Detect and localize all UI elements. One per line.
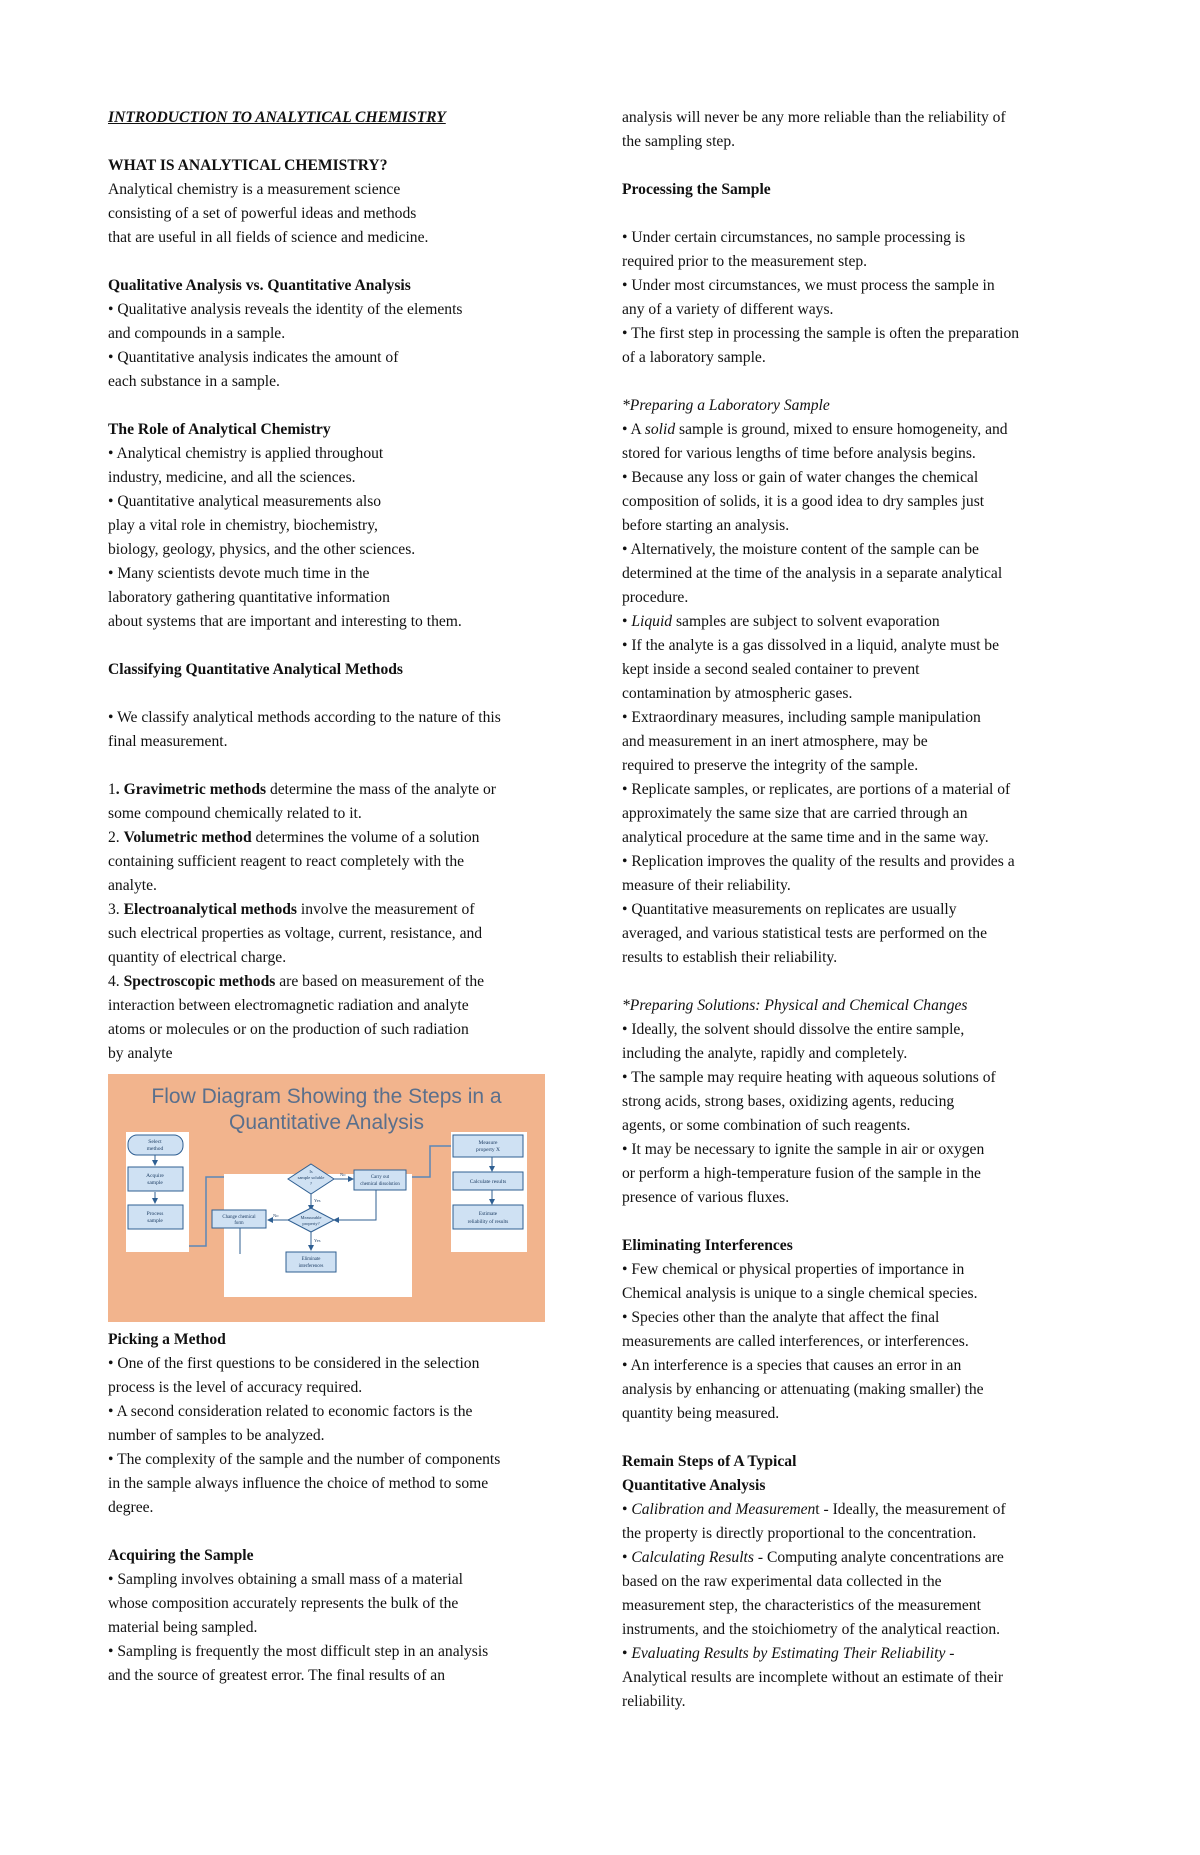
text-line: in the sample always influence the choice of method to some <box>108 1475 489 1492</box>
section-heading-qualitative: Qualitative Analysis vs. Quantitative Analysis <box>108 277 411 294</box>
method-name: . Gravimetric methods <box>115 781 267 798</box>
text-line: • The sample may require heating with aqueous solutions of <box>622 1069 996 1086</box>
text-line: by analyte <box>108 1045 173 1062</box>
text-line: measurements are called interferences, or interferences. <box>622 1333 969 1350</box>
box-label: Measure <box>478 1140 498 1146</box>
box-label: Eliminate <box>301 1257 321 1262</box>
method-spectroscopic <box>108 970 578 994</box>
text-line <box>622 1642 1102 1666</box>
text-line: analysis by enhancing or attenuating (making smaller) the <box>622 1381 984 1398</box>
text-line: procedure. <box>622 589 689 606</box>
method-description: determines the volume of a solution <box>251 829 480 846</box>
text-line: before starting an analysis. <box>622 517 790 534</box>
text-line: of a laboratory sample. <box>622 349 766 366</box>
text-span: • <box>622 1645 632 1662</box>
box-label: property? <box>302 1221 320 1226</box>
diagram-panel <box>224 1174 412 1297</box>
text-line: results to establish their reliability. <box>622 949 838 966</box>
text-span: • <box>622 613 632 630</box>
text-line: each substance in a sample. <box>108 373 280 390</box>
method-electroanalytical <box>108 898 578 922</box>
text-line: Chemical analysis is unique to a single chemical species. <box>622 1285 978 1302</box>
text-line: stored for various lengths of time before analysis begins. <box>622 445 976 462</box>
box-label: Is <box>309 1169 313 1174</box>
method-name: Volumetric method <box>123 829 252 846</box>
text-line <box>622 610 1102 634</box>
document-title: INTRODUCTION TO ANALYTICAL CHEMISTRY <box>108 109 446 126</box>
step-box-eliminate-interferences <box>286 1252 336 1272</box>
text-line: • Analytical chemistry is applied throughout <box>108 445 384 462</box>
text-line: the sampling step. <box>622 133 736 150</box>
text-line <box>622 1498 1102 1522</box>
text-line: interaction between electromagnetic radiation and analyte <box>108 997 469 1014</box>
section-heading-processing: Processing the Sample <box>622 181 771 198</box>
section-heading-acquiring: Acquiring the Sample <box>108 1547 254 1564</box>
section-heading-picking: Picking a Method <box>108 1331 226 1348</box>
emphasis: Calculating Results <box>631 1549 754 1566</box>
text-line: • The complexity of the sample and the number of components <box>108 1451 501 1468</box>
figure-title-line: Flow Diagram Showing the Steps in a <box>151 1085 502 1108</box>
text-line: instruments, and the stoichiometry of the analytical reaction. <box>622 1621 1001 1638</box>
branch-label: No <box>273 1213 279 1218</box>
emphasis: Calibration and Measuremen <box>631 1501 816 1518</box>
text-line: quantity being measured. <box>622 1405 780 1422</box>
method-number: 3. <box>108 901 124 918</box>
step-box-chemical-dissolution <box>354 1170 406 1190</box>
box-label: Estimate <box>478 1211 498 1217</box>
text-line: containing sufficient reagent to react completely with the <box>108 853 465 870</box>
text-line: • Alternatively, the moisture content of the sample can be <box>622 541 979 558</box>
text-line: whose composition accurately represents the bulk of the <box>108 1595 459 1612</box>
method-number: 1 <box>108 781 116 798</box>
text-line <box>622 418 1102 442</box>
text-line: kept inside a second sealed container to prevent <box>622 661 920 678</box>
text-line: • It may be necessary to ignite the sample in air or oxygen <box>622 1141 985 1158</box>
step-box-process-sample <box>128 1205 183 1229</box>
text-line: final measurement. <box>108 733 228 750</box>
text-line: • Replicate samples, or replicates, are portions of a material of <box>622 781 1011 798</box>
text-line: approximately the same size that are carried through an <box>622 805 968 822</box>
text-line: some compound chemically related to it. <box>108 805 362 822</box>
text-line: • Qualitative analysis reveals the identity of the elements <box>108 301 463 318</box>
section-heading-classifying: Classifying Quantitative Analytical Methods <box>108 661 403 678</box>
text-line: agents, or some combination of such reagents. <box>622 1117 911 1134</box>
connector-line <box>412 1146 451 1177</box>
box-label: Acquire <box>146 1173 164 1179</box>
text-span: samples are subject to solvent evaporation <box>672 613 940 630</box>
text-line: atoms or molecules or on the production of such radiation <box>108 1021 469 1038</box>
method-gravimetric <box>108 778 578 802</box>
text-line: biology, geology, physics, and the other sciences. <box>108 541 416 558</box>
method-number: 4. <box>108 973 124 990</box>
text-line: • Quantitative analysis indicates the amount of <box>108 349 399 366</box>
emphasis: solid <box>644 421 676 438</box>
box-label: ? <box>310 1181 312 1186</box>
section-heading-remain-steps: Remain Steps of A Typical <box>622 1453 797 1470</box>
text-line: that are useful in all fields of science and medicine. <box>108 229 429 246</box>
text-line: • Species other than the analyte that affect the final <box>622 1309 940 1326</box>
text-line: averaged, and various statistical tests are performed on the <box>622 925 988 942</box>
text-line: the property is directly proportional to the concentration. <box>622 1525 977 1542</box>
text-line: degree. <box>108 1499 154 1516</box>
text-line: such electrical properties as voltage, current, resistance, and <box>108 925 483 942</box>
text-span: • <box>622 1549 632 1566</box>
text-line: analytical procedure at the same time and in the same way. <box>622 829 989 846</box>
text-line: • Under certain circumstances, no sample processing is <box>622 229 966 246</box>
box-label: form <box>234 1221 244 1226</box>
text-span: • A <box>622 421 645 438</box>
text-line: Analytical results are incomplete without an estimate of their <box>622 1669 1004 1686</box>
text-line: any of a variety of different ways. <box>622 301 834 318</box>
text-line: • Extraordinary measures, including sample manipulation <box>622 709 981 726</box>
text-line: • Sampling involves obtaining a small mass of a material <box>108 1571 463 1588</box>
emphasis: Evaluating Results by Estimating Their Reliability <box>631 1645 946 1662</box>
text-span: t - Ideally, the measurement of <box>815 1501 1006 1518</box>
text-line: measure of their reliability. <box>622 877 791 894</box>
text-line: • We classify analytical methods according to the nature of this <box>108 709 501 726</box>
text-span: - Computing analyte concentrations are <box>753 1549 1004 1566</box>
text-line: and measurement in an inert atmosphere, may be <box>622 733 928 750</box>
text-line: required prior to the measurement step. <box>622 253 868 270</box>
text-line: number of samples to be analyzed. <box>108 1427 325 1444</box>
box-label: chemical dissolution <box>360 1182 400 1187</box>
text-line: measurement step, the characteristics of the measurement <box>622 1597 981 1614</box>
method-description: involve the measurement of <box>296 901 475 918</box>
text-line: contamination by atmospheric gases. <box>622 685 853 702</box>
box-label: reliability of results <box>467 1219 509 1225</box>
text-span: • <box>622 1501 632 1518</box>
text-line: reliability. <box>622 1693 686 1710</box>
text-line: • Quantitative measurements on replicates are usually <box>622 901 957 918</box>
text-line: • Under most circumstances, we must process the sample in <box>622 277 995 294</box>
box-label: Process <box>146 1211 164 1217</box>
step-box-measure-property <box>453 1135 523 1157</box>
text-line: • Sampling is frequently the most difficult step in an analysis <box>108 1643 489 1660</box>
subheading-preparing-lab-sample: *Preparing a Laboratory Sample <box>622 397 830 414</box>
text-line: • Few chemical or physical properties of importance in <box>622 1261 965 1278</box>
section-heading-remain-steps: Quantitative Analysis <box>622 1477 766 1494</box>
box-label: Select <box>148 1139 162 1145</box>
box-label: Change chemical <box>222 1215 256 1220</box>
text-line: industry, medicine, and all the sciences. <box>108 469 356 486</box>
step-box-select-method <box>128 1135 183 1155</box>
text-line: play a vital role in chemistry, biochemistry, <box>108 517 378 534</box>
method-name: Electroanalytical methods <box>123 901 297 918</box>
figure-title-line: Quantitative Analysis <box>229 1111 424 1134</box>
text-line: process is the level of accuracy required. <box>108 1379 363 1396</box>
branch-label: Yes <box>314 1238 321 1243</box>
right-column <box>622 106 1102 1714</box>
text-line: required to preserve the integrity of the sample. <box>622 757 919 774</box>
text-span: sample is ground, mixed to ensure homogeneity, and <box>675 421 1008 438</box>
method-description: determine the mass of the analyte or <box>266 781 496 798</box>
text-line: • If the analyte is a gas dissolved in a liquid, analyte must be <box>622 637 1000 654</box>
text-line: analysis will never be any more reliable than the reliability of <box>622 109 1006 126</box>
text-line <box>622 1546 1102 1570</box>
text-line: presence of various fluxes. <box>622 1189 790 1206</box>
text-line: • Replication improves the quality of the results and provides a <box>622 853 1015 870</box>
text-line: strong acids, strong bases, oxidizing agents, reducing <box>622 1093 955 1110</box>
emphasis: Liquid <box>631 613 673 630</box>
box-label: Calculate results <box>469 1179 507 1185</box>
text-line: • One of the first questions to be considered in the selection <box>108 1355 480 1372</box>
text-line: • Many scientists devote much time in the <box>108 565 370 582</box>
text-line: determined at the time of the analysis in a separate analytical <box>622 565 1003 582</box>
box-label: property X <box>476 1147 500 1153</box>
text-line: • A second consideration related to economic factors is the <box>108 1403 473 1420</box>
method-volumetric <box>108 826 578 850</box>
branch-label: No <box>340 1172 346 1177</box>
text-line: analyte. <box>108 877 157 894</box>
method-description: are based on measurement of the <box>275 973 485 990</box>
text-line: and compounds in a sample. <box>108 325 286 342</box>
left-column <box>108 106 578 1688</box>
box-label: sample <box>147 1180 163 1186</box>
method-number: 2. <box>108 829 124 846</box>
text-line: or perform a high-temperature fusion of the sample in the <box>622 1165 981 1182</box>
section-heading-role: The Role of Analytical Chemistry <box>108 421 331 438</box>
box-label: sample soluble <box>297 1175 325 1180</box>
text-line: quantity of electrical charge. <box>108 949 287 966</box>
text-line: • The first step in processing the sample is often the preparation <box>622 325 1020 342</box>
text-line: laboratory gathering quantitative information <box>108 589 390 606</box>
text-line: based on the raw experimental data collected in the <box>622 1573 942 1590</box>
text-line: about systems that are important and interesting to them. <box>108 613 462 630</box>
text-span: - <box>945 1645 955 1662</box>
flow-diagram-figure <box>108 1074 545 1322</box>
box-label: Measurable <box>300 1215 322 1220</box>
flow-diagram <box>108 1074 545 1322</box>
box-label: method <box>146 1146 164 1152</box>
text-line: and the source of greatest error. The final results of an <box>108 1667 446 1684</box>
text-line: • Ideally, the solvent should dissolve the entire sample, <box>622 1021 965 1038</box>
text-line: • Because any loss or gain of water changes the chemical <box>622 469 979 486</box>
section-heading-eliminating: Eliminating Interferences <box>622 1237 793 1254</box>
box-label: Carry out <box>370 1175 390 1180</box>
text-line: composition of solids, it is a good idea to dry samples just <box>622 493 985 510</box>
text-line: • An interference is a species that causes an error in an <box>622 1357 962 1374</box>
text-line: Analytical chemistry is a measurement science <box>108 181 401 198</box>
section-heading-what: WHAT IS ANALYTICAL CHEMISTRY? <box>108 157 388 174</box>
box-label: sample <box>147 1218 163 1224</box>
step-box-estimate-reliability <box>453 1205 523 1229</box>
text-line: consisting of a set of powerful ideas and methods <box>108 205 417 222</box>
text-line: • Quantitative analytical measurements also <box>108 493 382 510</box>
text-line: including the analyte, rapidly and completely. <box>622 1045 908 1062</box>
branch-label: Yes <box>314 1198 321 1203</box>
box-label: interferences <box>298 1264 324 1269</box>
method-name: Spectroscopic methods <box>123 973 276 990</box>
step-box-acquire-sample <box>128 1167 183 1191</box>
text-line: material being sampled. <box>108 1619 258 1636</box>
subheading-preparing-solutions: *Preparing Solutions: Physical and Chemical Changes <box>622 997 968 1014</box>
